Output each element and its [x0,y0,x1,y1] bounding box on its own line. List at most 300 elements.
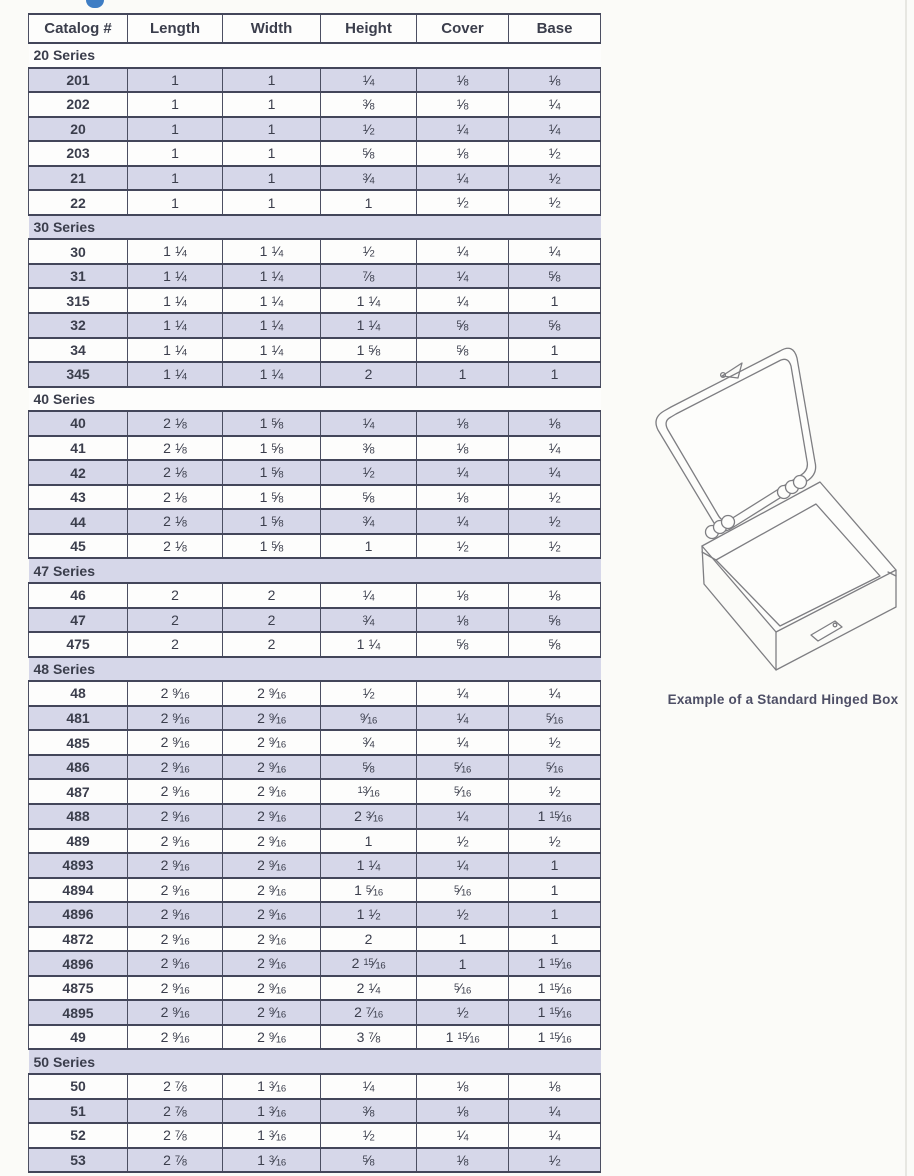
dimension-value: 1 $^{15}⁄_{16}$ [509,976,601,1001]
dimension-value: $^1⁄_4$ [417,117,509,142]
dimension-value: 2 $^9⁄_{16}$ [223,927,321,952]
dimension-value: $^1⁄_2$ [417,534,509,559]
dimension-value: $^1⁄_2$ [509,141,601,166]
table-row [29,1099,601,1124]
dimension-value: 1 $^1⁄_4$ [223,338,321,363]
catalog-number: 485 [29,730,128,755]
dimension-value: 1 [321,829,417,854]
dimension-value: 1 $^1⁄_4$ [223,288,321,313]
catalog-number: 486 [29,755,128,780]
series-band-row [29,1049,601,1074]
dimension-value: 1 [509,878,601,903]
dimension-value: $^5⁄_8$ [321,1148,417,1173]
dimension-value: 1 [128,92,223,117]
column-header: Base [509,14,601,43]
catalog-number: 487 [29,779,128,804]
catalog-number: 345 [29,362,128,387]
dimension-value: $^1⁄_2$ [509,1148,601,1173]
dimension-value: 2 $^9⁄_{16}$ [223,829,321,854]
dimension-value: 2 $^9⁄_{16}$ [223,853,321,878]
dimension-value: $^5⁄_{16}$ [417,976,509,1001]
dimension-value: $^1⁄_8$ [509,583,601,608]
dimension-value: 1 $^5⁄_8$ [223,534,321,559]
table-row [29,779,601,804]
dimension-value: $^1⁄_8$ [417,411,509,436]
illustration-caption: Example of a Standard Hinged Box [667,692,899,707]
dimension-value: $^1⁄_2$ [321,117,417,142]
dimension-value: 1 $^3⁄_{16}$ [223,1099,321,1124]
dimension-value: 1 [509,338,601,363]
dimension-value: 2 $^1⁄_8$ [128,509,223,534]
column-header: Length [128,14,223,43]
dimension-value: 2 $^1⁄_8$ [128,485,223,510]
dimension-value: 1 $^3⁄_{16}$ [223,1123,321,1148]
table-row [29,632,601,657]
dimension-value: 2 [128,583,223,608]
dimension-value: $^1⁄_2$ [321,239,417,264]
dimension-value: $^1⁄_2$ [509,190,601,215]
table-row [29,1000,601,1025]
dimension-value: $^1⁄_8$ [417,92,509,117]
dimension-value: $^5⁄_{16}$ [509,706,601,731]
catalog-number: 49 [29,1025,128,1050]
dimension-value: 2 $^9⁄_{16}$ [223,951,321,976]
table-row [29,534,601,559]
dimension-value: $^1⁄_2$ [509,509,601,534]
dimension-value: 1 [128,166,223,191]
catalog-number: 489 [29,829,128,854]
catalog-number: 48 [29,681,128,706]
table-row [29,755,601,780]
dimension-value: 1 $^{15}⁄_{16}$ [509,951,601,976]
dimension-value: $^3⁄_4$ [321,509,417,534]
table-row [29,288,601,313]
dimension-value: 2 $^9⁄_{16}$ [223,1000,321,1025]
catalog-number: 315 [29,288,128,313]
table-row [29,902,601,927]
dimension-value: $^5⁄_8$ [509,264,601,289]
series-band-row [29,215,601,240]
series-band-label: 20 Series [29,43,601,68]
table-row [29,976,601,1001]
column-header: Catalog # [29,14,128,43]
dimension-value: 1 [509,853,601,878]
dimension-value: 2 $^9⁄_{16}$ [128,951,223,976]
dimension-value: $^1⁄_2$ [509,166,601,191]
catalog-number: 40 [29,411,128,436]
dimension-value: $^1⁄_4$ [509,92,601,117]
dimension-value: 2 $^1⁄_4$ [321,976,417,1001]
dimension-value: $^1⁄_4$ [417,804,509,829]
dimension-value: 1 $^1⁄_4$ [128,338,223,363]
header-row [29,14,601,43]
catalog-number: 46 [29,583,128,608]
dimension-value: 1 [128,117,223,142]
dimension-value: 2 [128,632,223,657]
dimension-value: 2 [321,362,417,387]
dimension-value: $^3⁄_8$ [321,436,417,461]
dimension-value: $^1⁄_2$ [509,534,601,559]
dimension-value: 1 [223,166,321,191]
dimension-value: 2 $^3⁄_{16}$ [321,804,417,829]
dimension-value: 2 $^9⁄_{16}$ [128,804,223,829]
table-row [29,681,601,706]
catalog-number: 202 [29,92,128,117]
dimension-value: 1 [223,92,321,117]
dimension-value: 1 [509,902,601,927]
catalog-number: 475 [29,632,128,657]
dimension-value: 2 $^1⁄_8$ [128,534,223,559]
series-band-row [29,657,601,682]
catalog-number: 43 [29,485,128,510]
dimension-value: $^1⁄_2$ [321,460,417,485]
dimension-value: $^1⁄_8$ [417,1099,509,1124]
catalog-number: 52 [29,1123,128,1148]
dimension-value: $^3⁄_4$ [321,608,417,633]
dimension-value: 2 $^9⁄_{16}$ [128,902,223,927]
table-row [29,68,601,93]
catalog-number: 22 [29,190,128,215]
dimension-value: 2 $^7⁄_8$ [128,1099,223,1124]
dimension-value: 1 $^1⁄_4$ [321,853,417,878]
table-row [29,509,601,534]
dimension-value: 1 [223,141,321,166]
column-header: Height [321,14,417,43]
dimension-value: $^1⁄_4$ [509,460,601,485]
dimension-value: $^1⁄_2$ [417,829,509,854]
dimension-value: $^1⁄_4$ [321,411,417,436]
dimension-value: 1 [128,190,223,215]
table-row [29,1123,601,1148]
table-row [29,583,601,608]
dimension-value: 1 $^5⁄_8$ [223,411,321,436]
dimension-value: $^1⁄_2$ [321,1123,417,1148]
dimension-value: 2 $^7⁄_8$ [128,1123,223,1148]
dimension-value: 2 $^9⁄_{16}$ [128,681,223,706]
spec-table [28,13,601,1173]
dimension-value: 1 $^1⁄_4$ [321,313,417,338]
catalog-number: 201 [29,68,128,93]
dimension-value: 1 $^1⁄_4$ [223,313,321,338]
dimension-value: 1 $^3⁄_{16}$ [223,1074,321,1099]
dimension-value: 2 $^9⁄_{16}$ [128,1025,223,1050]
dimension-value: 1 $^1⁄_2$ [321,902,417,927]
dimension-value: 2 $^7⁄_{16}$ [321,1000,417,1025]
dimension-value: 2 $^9⁄_{16}$ [128,927,223,952]
catalog-number: 34 [29,338,128,363]
table-row [29,460,601,485]
dimension-value: 1 $^1⁄_4$ [128,362,223,387]
table-row [29,362,601,387]
dimension-value: $^5⁄_8$ [321,755,417,780]
dimension-value: $^5⁄_8$ [509,608,601,633]
table-row [29,411,601,436]
table-row [29,313,601,338]
dimension-value: 2 $^9⁄_{16}$ [223,681,321,706]
dimension-value: $^5⁄_{16}$ [417,779,509,804]
dimension-value: 2 $^9⁄_{16}$ [128,730,223,755]
table-row [29,804,601,829]
dimension-value: 2 $^1⁄_8$ [128,436,223,461]
table-row [29,730,601,755]
dimension-value: 1 [509,927,601,952]
dimension-value: $^1⁄_4$ [509,1123,601,1148]
catalog-number: 4895 [29,1000,128,1025]
dimension-value: 1 $^1⁄_4$ [321,288,417,313]
dimension-value: 1 [223,117,321,142]
dimension-value: $^1⁄_2$ [321,681,417,706]
catalog-number: 4875 [29,976,128,1001]
dimension-value: 2 $^9⁄_{16}$ [223,779,321,804]
catalog-number: 44 [29,509,128,534]
dimension-value: 1 $^1⁄_4$ [128,313,223,338]
dimension-value: 2 $^9⁄_{16}$ [128,853,223,878]
table-row [29,436,601,461]
dimension-value: $^1⁄_4$ [321,1074,417,1099]
dimension-value: $^5⁄_{16}$ [509,755,601,780]
table-header [29,14,601,43]
catalog-number: 21 [29,166,128,191]
dimension-value: 1 $^{15}⁄_{16}$ [417,1025,509,1050]
dimension-value: 2 $^9⁄_{16}$ [223,804,321,829]
dimension-value: 2 $^9⁄_{16}$ [223,706,321,731]
catalog-number: 4893 [29,853,128,878]
dimension-value: 2 [223,583,321,608]
table-row [29,706,601,731]
dimension-value: $^1⁄_2$ [417,1000,509,1025]
page-edge-line [905,0,907,1176]
dimension-value: $^1⁄_2$ [509,829,601,854]
catalog-number: 488 [29,804,128,829]
dimension-value: $^5⁄_8$ [321,485,417,510]
dimension-value: 2 $^9⁄_{16}$ [128,878,223,903]
dimension-value: $^5⁄_{16}$ [417,878,509,903]
table-row [29,485,601,510]
dimension-value: $^3⁄_4$ [321,730,417,755]
catalog-number: 45 [29,534,128,559]
dimension-value: 2 $^9⁄_{16}$ [223,976,321,1001]
catalog-number: 41 [29,436,128,461]
dimension-value: 1 $^5⁄_8$ [321,338,417,363]
dimension-value: 1 $^5⁄_8$ [223,509,321,534]
table-row [29,190,601,215]
table-row [29,141,601,166]
dimension-value: $^1⁄_2$ [509,485,601,510]
dimension-value: $^3⁄_8$ [321,92,417,117]
dimension-value: 1 [417,951,509,976]
dimension-value: $^1⁄_4$ [417,264,509,289]
dimension-value: $^1⁄_8$ [417,608,509,633]
catalog-number: 30 [29,239,128,264]
dimension-value: $^1⁄_2$ [509,779,601,804]
dimension-value: 1 $^5⁄_8$ [223,485,321,510]
table-row [29,1074,601,1099]
dimension-value: $^1⁄_4$ [417,730,509,755]
table-row [29,166,601,191]
dimension-value: $^1⁄_4$ [417,853,509,878]
series-band-label: 50 Series [29,1049,601,1074]
dimension-value: 2 $^9⁄_{16}$ [223,730,321,755]
catalog-number: 53 [29,1148,128,1173]
dimension-value: 2 $^9⁄_{16}$ [223,878,321,903]
dimension-value: $^5⁄_{16}$ [417,755,509,780]
dimension-value: 1 $^{15}⁄_{16}$ [509,1000,601,1025]
catalog-number: 4896 [29,951,128,976]
dimension-value: 2 $^9⁄_{16}$ [128,755,223,780]
dimension-value: 2 $^7⁄_8$ [128,1148,223,1173]
dimension-value: 2 $^9⁄_{16}$ [128,706,223,731]
dimension-value: 2 $^9⁄_{16}$ [128,1000,223,1025]
catalog-number: 31 [29,264,128,289]
catalog-number: 47 [29,608,128,633]
dimension-value: $^1⁄_4$ [509,117,601,142]
catalog-number: 20 [29,117,128,142]
dimension-value: $^1⁄_8$ [417,1074,509,1099]
catalog-number: 32 [29,313,128,338]
dimension-value: 1 [509,288,601,313]
catalog-number: 4894 [29,878,128,903]
dimension-value: 1 [321,534,417,559]
dimension-value: $^1⁄_4$ [417,681,509,706]
dimension-value: $^1⁄_4$ [417,166,509,191]
series-band-label: 30 Series [29,215,601,240]
dimension-value: $^1⁄_4$ [321,68,417,93]
dimension-value: 1 $^{15}⁄_{16}$ [509,804,601,829]
dimension-value: 1 $^5⁄_8$ [223,460,321,485]
dimension-value: $^5⁄_8$ [417,338,509,363]
column-header: Width [223,14,321,43]
dimension-value: $^1⁄_4$ [417,239,509,264]
hinged-box-illustration [628,330,914,690]
catalog-number: 51 [29,1099,128,1124]
table-row [29,878,601,903]
dimension-value: $^1⁄_4$ [321,583,417,608]
dimension-value: 2 $^9⁄_{16}$ [128,779,223,804]
dimension-value: $^1⁄_8$ [509,68,601,93]
dimension-value: 1 $^1⁄_4$ [223,239,321,264]
table-row [29,1025,601,1050]
table-row [29,1148,601,1173]
dimension-value: 2 [223,608,321,633]
table-row [29,829,601,854]
dimension-value: $^5⁄_8$ [321,141,417,166]
hinged-box-drawing [628,330,914,690]
dimension-value: 1 $^1⁄_4$ [223,362,321,387]
dimension-value: 1 $^5⁄_{16}$ [321,878,417,903]
dimension-value: 1 [321,190,417,215]
catalog-number: 481 [29,706,128,731]
dimension-value: 1 [417,362,509,387]
dimension-value: 1 $^{15}⁄_{16}$ [509,1025,601,1050]
cropped-heading-fragment [86,0,104,8]
table-row [29,117,601,142]
dimension-value: 2 [128,608,223,633]
dimension-value: $^1⁄_4$ [509,681,601,706]
dimension-value: 2 $^1⁄_8$ [128,460,223,485]
dimension-value: 1 $^1⁄_4$ [223,264,321,289]
dimension-value: $^1⁄_8$ [509,1074,601,1099]
dimension-value: 1 [417,927,509,952]
catalog-number: 4896 [29,902,128,927]
table-row [29,608,601,633]
dimension-value: $^1⁄_4$ [509,436,601,461]
table-row [29,927,601,952]
dimension-value: $^3⁄_4$ [321,166,417,191]
column-header: Cover [417,14,509,43]
catalog-number: 4872 [29,927,128,952]
table-row [29,853,601,878]
dimension-value: 2 $^9⁄_{16}$ [223,1025,321,1050]
dimension-value: 3 $^7⁄_8$ [321,1025,417,1050]
dimension-value: $^1⁄_8$ [509,411,601,436]
table-row [29,951,601,976]
dimension-value: 2 $^9⁄_{16}$ [223,902,321,927]
series-band-row [29,387,601,412]
dimension-value: 2 $^{15}⁄_{16}$ [321,951,417,976]
dimension-value: 2 $^7⁄_8$ [128,1074,223,1099]
table-row [29,264,601,289]
dimension-value: $^1⁄_4$ [509,1099,601,1124]
series-band-row [29,43,601,68]
dimension-value: 1 $^1⁄_4$ [128,239,223,264]
dimension-value: $^1⁄_8$ [417,141,509,166]
dimension-value: 2 $^9⁄_{16}$ [223,755,321,780]
series-band-row [29,558,601,583]
dimension-value: $^5⁄_8$ [509,632,601,657]
dimension-value: 2 $^9⁄_{16}$ [128,829,223,854]
dimension-value: 1 $^1⁄_4$ [128,264,223,289]
dimension-value: $^1⁄_2$ [417,190,509,215]
dimension-value: 1 $^3⁄_{16}$ [223,1148,321,1173]
dimension-value: 2 $^1⁄_8$ [128,411,223,436]
dimension-value: $^1⁄_8$ [417,68,509,93]
dimension-value: $^5⁄_8$ [417,313,509,338]
dimension-value: $^1⁄_8$ [417,436,509,461]
table-row [29,338,601,363]
dimension-value: 1 $^1⁄_4$ [321,632,417,657]
dimension-value: $^1⁄_4$ [417,1123,509,1148]
dimension-value: 1 $^1⁄_4$ [128,288,223,313]
dimension-value: $^1⁄_8$ [417,583,509,608]
dimension-value: 1 $^5⁄_8$ [223,436,321,461]
dimension-value: $^1⁄_4$ [417,288,509,313]
dimension-value: 1 [223,190,321,215]
catalog-number: 203 [29,141,128,166]
dimension-value: $^5⁄_8$ [509,313,601,338]
dimension-value: $^1⁄_8$ [417,1148,509,1173]
dimension-value: $^1⁄_4$ [417,460,509,485]
dimension-value: $^5⁄_8$ [417,632,509,657]
catalog-number: 42 [29,460,128,485]
dimension-value: $^1⁄_4$ [417,706,509,731]
dimension-value: $^{13}⁄_{16}$ [321,779,417,804]
table-row [29,92,601,117]
dimension-value: $^1⁄_8$ [417,485,509,510]
dimension-value: 2 [223,632,321,657]
dimension-value: $^1⁄_4$ [509,239,601,264]
dimension-value: 1 [128,68,223,93]
series-band-label: 47 Series [29,558,601,583]
dimension-value: 2 $^9⁄_{16}$ [128,976,223,1001]
dimension-value: 1 [223,68,321,93]
dimension-value: $^3⁄_8$ [321,1099,417,1124]
dimension-value: 1 [128,141,223,166]
dimension-value: $^1⁄_2$ [417,902,509,927]
catalog-number: 50 [29,1074,128,1099]
dimension-value: 1 [509,362,601,387]
dimension-value: $^9⁄_{16}$ [321,706,417,731]
dimension-value: $^1⁄_2$ [509,730,601,755]
